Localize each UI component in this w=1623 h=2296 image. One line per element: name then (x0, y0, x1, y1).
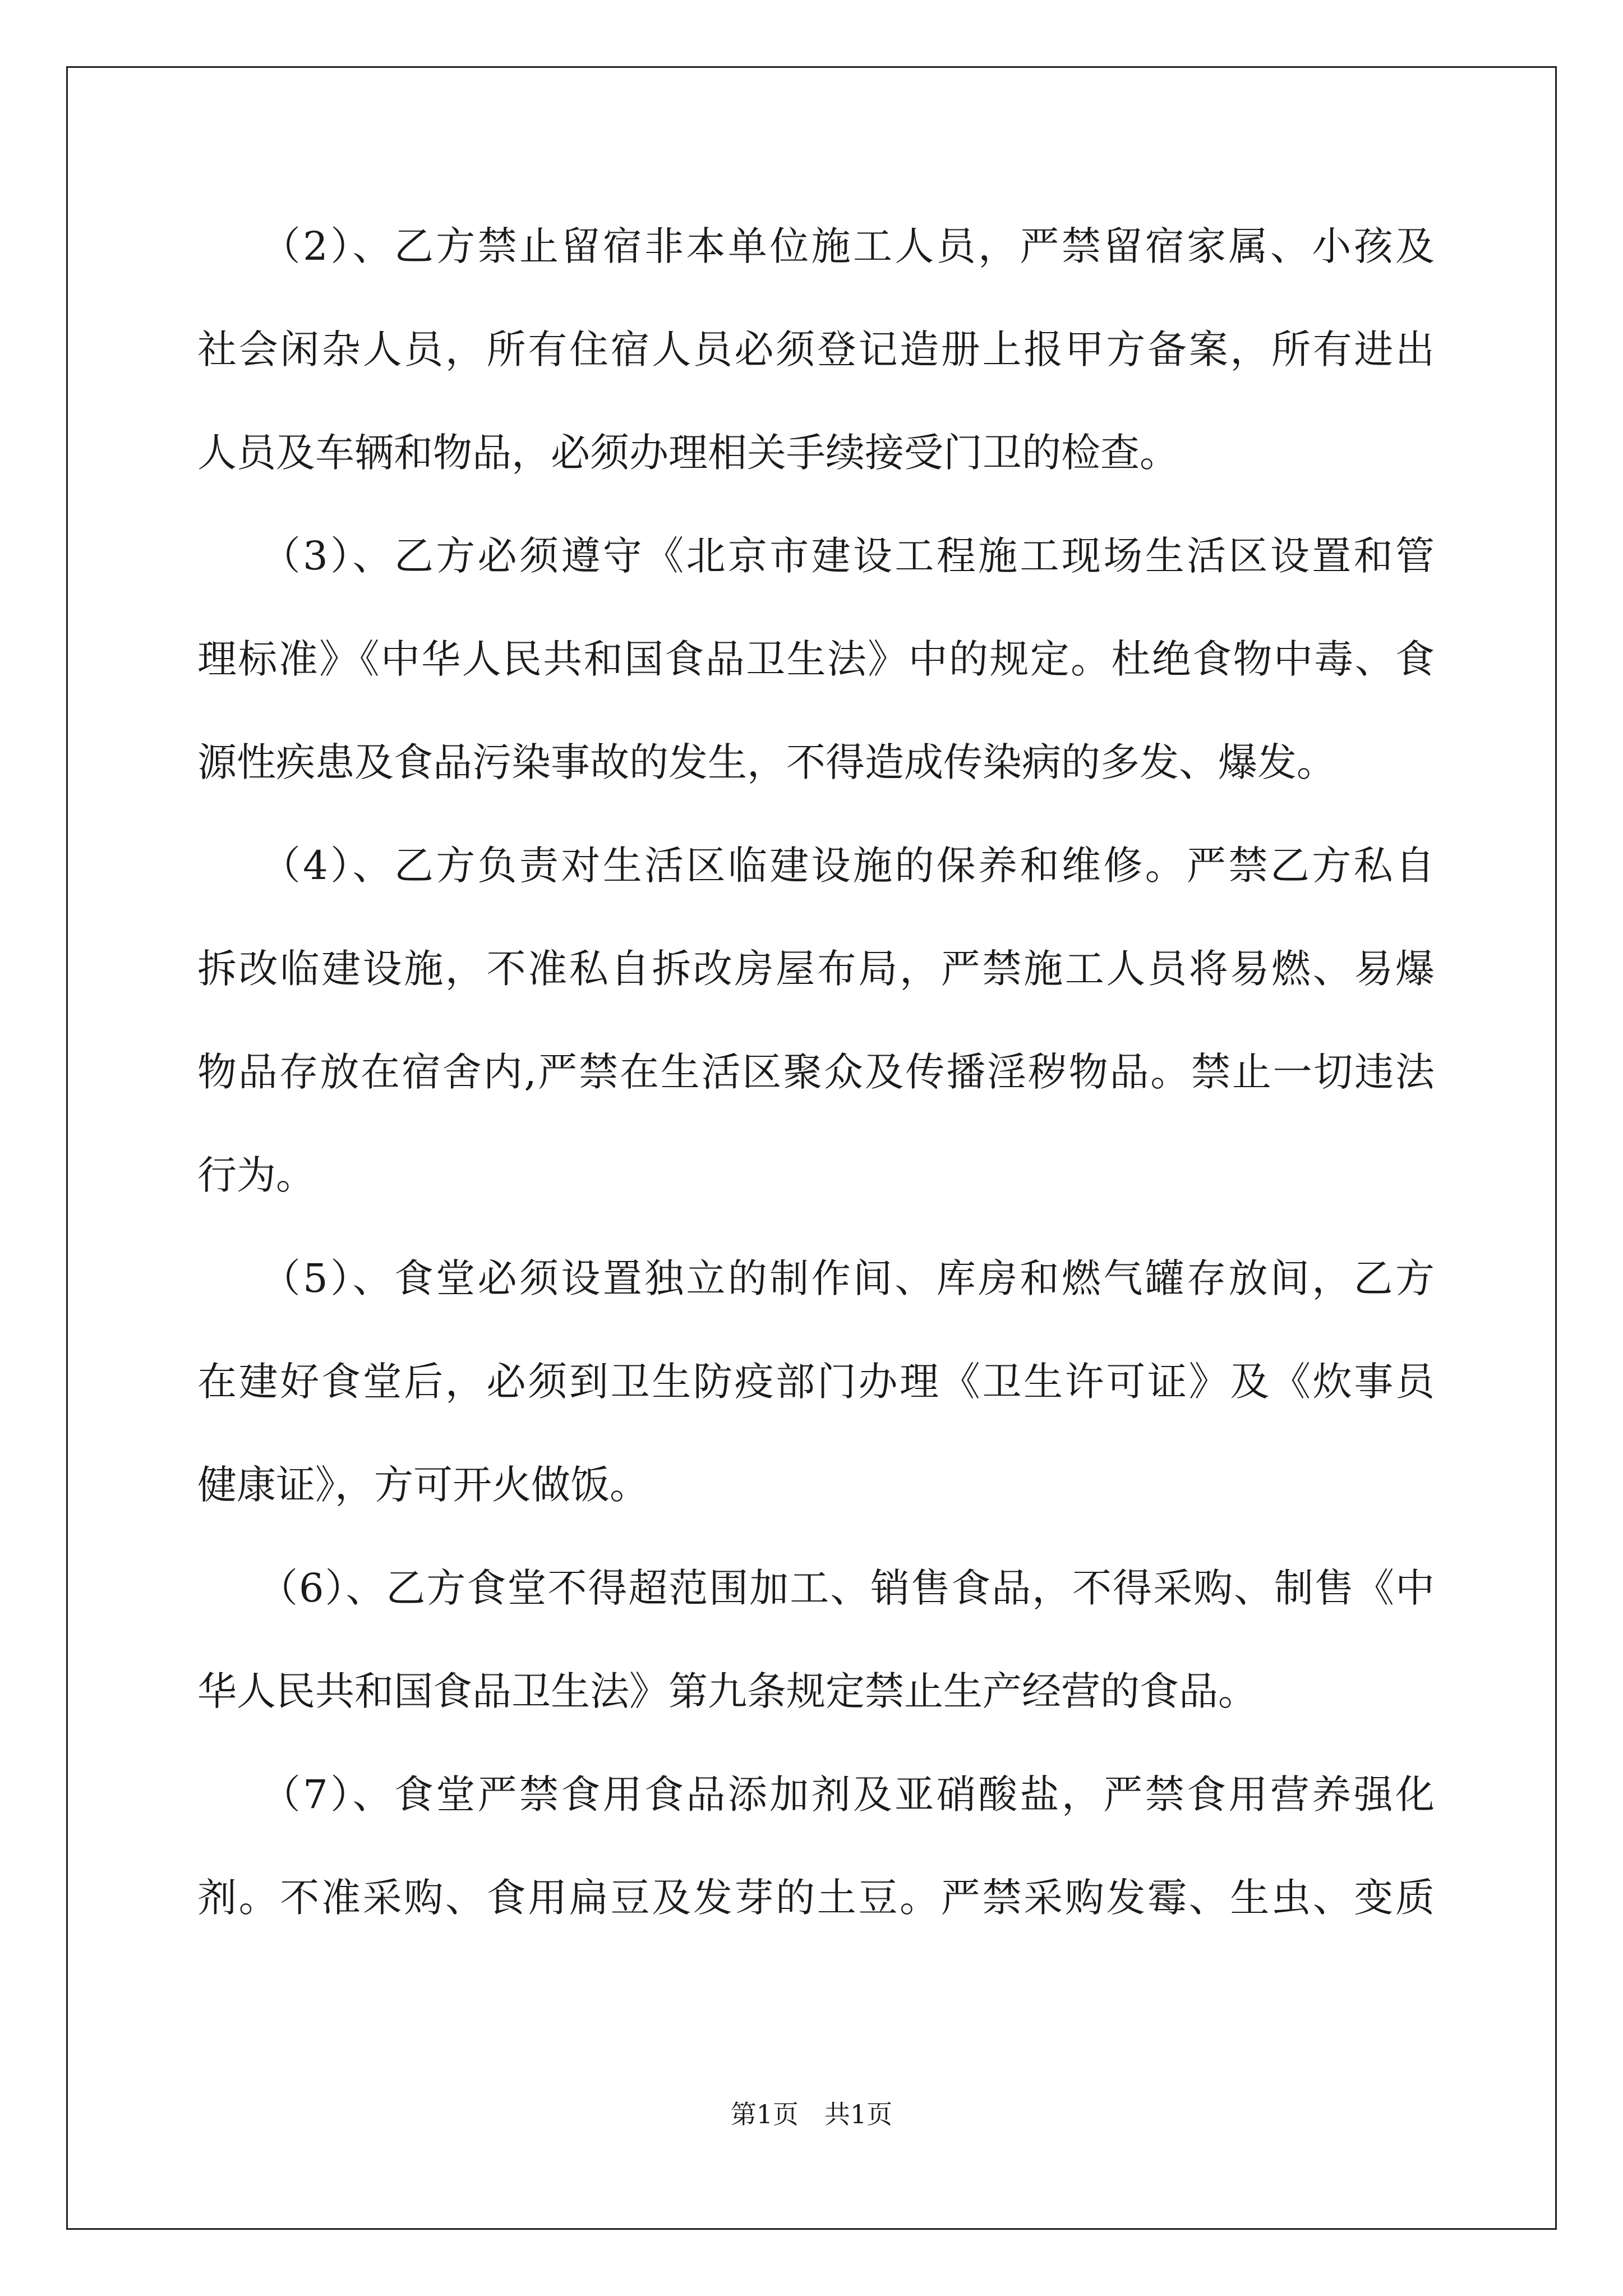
document-body (197, 215, 1435, 1970)
text-line-9: 物品存放在宿舍内,严禁在生活区聚众及传播淫秽物品。禁止一切违法 (197, 1049, 1435, 1095)
text-line-11: （5）、食堂必须设置独立的制作间、库房和燃气罐存放间，乙方 (197, 1255, 1435, 1301)
page-footer: 第1页 共1页 (730, 2099, 893, 2129)
text-line-7: （4）、乙方负责对生活区临建设施的保养和维修。严禁乙方私自 (197, 843, 1435, 889)
text-line-17: 剂。不准采购、食用扁豆及发芽的土豆。严禁采购发霉、生虫、变质 (197, 1875, 1435, 1921)
text-line-8: 拆改临建设施，不准私自拆改房屋布局，严禁施工人员将易燃、易爆 (197, 946, 1435, 992)
text-line-6: 源性疾患及食品污染事故的发生，不得造成传染病的多发、爆发。 (197, 739, 1336, 785)
text-line-16: （7）、食堂严禁食用食品添加剂及亚硝酸盐，严禁食用营养强化 (197, 1772, 1435, 1818)
text-line-4: （3）、乙方必须遵守《北京市建设工程施工现场生活区设置和管 (197, 533, 1435, 579)
text-line-13: 健康证》，方可开火做饭。 (197, 1462, 649, 1508)
text-line-10: 行为。 (197, 1152, 315, 1198)
text-line-5: 理标准》《中华人民共和国食品卫生法》中的规定。杜绝食物中毒、食 (197, 636, 1435, 682)
text-line-15: 华人民共和国食品卫生法》第九条规定禁止生产经营的食品。 (197, 1668, 1257, 1714)
text-line-3: 人员及车辆和物品，必须办理相关手续接受门卫的检查。 (197, 430, 1179, 476)
text-line-1: （2）、乙方禁止留宿非本单位施工人员，严禁留宿家属、小孩及 (197, 223, 1435, 269)
text-line-2: 社会闲杂人员，所有住宿人员必须登记造册上报甲方备案，所有进出 (197, 326, 1435, 372)
text-line-14: （6）、乙方食堂不得超范围加工、销售食品，不得采购、制售《中 (197, 1565, 1435, 1611)
text-line-12: 在建好食堂后，必须到卫生防疫部门办理《卫生许可证》及《炊事员 (197, 1359, 1435, 1405)
